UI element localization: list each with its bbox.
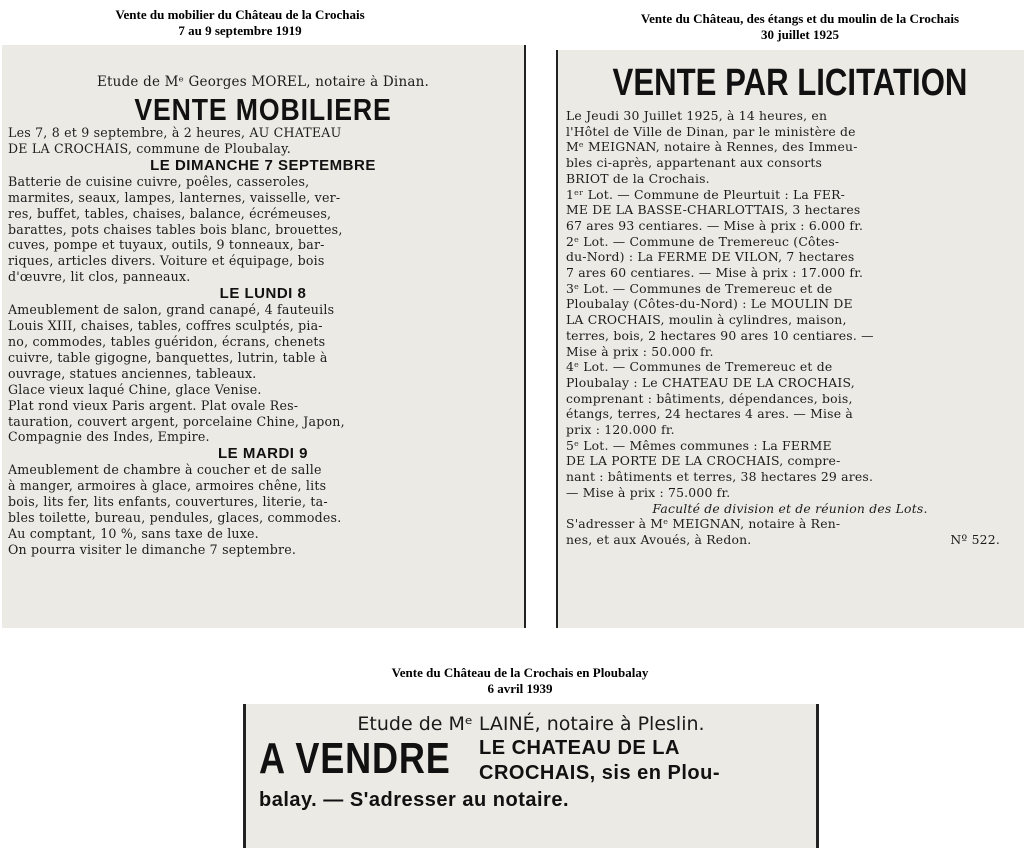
clipping-headline: VENTE MOBILIERE: [134, 92, 392, 127]
caption-1919: [30, 7, 450, 39]
caption-date: 6 avril 1939: [487, 681, 553, 696]
text-line: BRIOT de la Crochais.: [566, 170, 710, 186]
text-line: ouvrage, statues anciennes, tableaux.: [8, 365, 257, 381]
text-line: DE LA CROCHAIS, commune de Ploubalay.: [8, 140, 291, 156]
text-line: LE CHATEAU DE LA: [479, 737, 680, 759]
text-line: bles toilette, bureau, pendules, glaces, commodes.: [8, 510, 342, 526]
text-line: l'Hôtel de Ville de Dinan, par le ministère de: [566, 123, 856, 139]
text-line: cuves, pompe et tuyaux, outils, 9 tonneaux, bar-: [8, 237, 325, 253]
newspaper-clipping-1919: [2, 45, 526, 628]
text-line: nant : bâtiments et terres, 38 hectares 29 ares.: [566, 469, 874, 485]
text-line: Ameublement de chambre à coucher et de salle: [8, 462, 322, 478]
text-line: Plat rond vieux Paris argent. Plat ovale Res-: [8, 397, 299, 413]
text-line: 67 ares 93 centiares. — Mise à prix : 6.000 fr.: [566, 217, 864, 233]
text-line: terres, bois, 2 hectares 90 ares 10 centiares. —: [566, 327, 874, 343]
text-line: Batterie de cuisine cuivre, poêles, casseroles,: [8, 173, 310, 189]
clipping-text: [8, 75, 518, 558]
caption-title: Vente du Château de la Crochais en Ploubalay: [391, 665, 649, 680]
text-line: 1ᵉʳ Lot. — Commune de Pleurtuit : La FER-: [566, 186, 846, 202]
caption-1925: [570, 11, 1024, 43]
text-line: à manger, armoires à glace, armoires chêne, lits: [8, 478, 327, 494]
text-line: CROCHAIS, sis en Plou-: [479, 762, 721, 784]
section-heading: LE DIMANCHE 7 SEPTEMBRE: [150, 156, 376, 174]
clipping-text: [566, 58, 1014, 548]
text-line: Faculté de division et de réunion des Lots.: [652, 500, 928, 516]
text-line: barattes, pots chaises tables bois blanc, brouettes,: [8, 221, 343, 237]
text-line: d'œuvre, lit clos, panneaux.: [8, 269, 191, 285]
text-line: bois, lits fer, lits enfants, couvertures, literie, ta-: [8, 494, 328, 510]
caption-title: Vente du Château, des étangs et du moulin de la Crochais: [640, 11, 960, 26]
text-line: [566, 532, 1014, 548]
text-line: Compagnie des Indes, Empire.: [8, 429, 210, 445]
text-line: balay. — S'adresser au notaire.: [259, 789, 570, 811]
headline-side-text: [479, 736, 720, 786]
caption-title: Vente du mobilier du Château de la Crochais: [115, 7, 365, 22]
text-line: étangs, terres, 24 hectares 4 ares. — Mise à: [566, 406, 853, 422]
notary-line: Etude de Mᵉ Georges MOREL, notaire à Dinan.: [97, 75, 429, 90]
column-rule: [556, 50, 558, 628]
column-rule: [243, 704, 246, 848]
text-line: 2ᵉ Lot. — Commune de Tremereuc (Côtes-: [566, 233, 840, 249]
clipping-headline: A VENDRE: [259, 734, 451, 783]
section-heading: LE LUNDI 8: [219, 285, 307, 303]
text-line: Louis XIII, chaises, tables, coffres sculptés, pia-: [8, 318, 323, 334]
text-line-main: nes, et aux Avoués, à Redon.: [566, 531, 752, 547]
text-line: tauration, couvert argent, porcelaine Chine, Japon,: [8, 413, 345, 429]
column-rule: [524, 45, 526, 628]
newspaper-clipping-1939: [243, 704, 819, 848]
text-line: no, commodes, tables guéridon, écrans, chenets: [8, 333, 326, 349]
text-line: comprenant : bâtiments, dépendances, bois,: [566, 390, 853, 406]
issue-number: Nº 522.: [950, 531, 1000, 547]
caption-1939: [310, 665, 730, 697]
text-line: — Mise à prix : 75.000 fr.: [566, 484, 731, 500]
text-line: Les 7, 8 et 9 septembre, à 2 heures, AU CHATEAU: [8, 125, 342, 140]
text-line: ME DE LA BASSE-CHARLOTTAIS, 3 hectares: [566, 202, 861, 218]
column-rule: [816, 704, 819, 848]
text-line: S'adresser à Mᵉ MEIGNAN, notaire à Ren-: [566, 516, 841, 532]
clipping-headline: VENTE PAR LICITATION: [612, 62, 968, 104]
newspaper-clipping-1925: [556, 50, 1024, 628]
text-line: On pourra visiter le dimanche 7 septembre.: [8, 541, 297, 557]
text-line: 7 ares 60 centiares. — Mise à prix : 17.000 fr.: [566, 265, 864, 281]
caption-date: 30 juillet 1925: [761, 27, 839, 42]
text-line: bles ci-après, appartenant aux consorts: [566, 155, 823, 171]
text-line: Ploubalay (Côtes-du-Nord) : Le MOULIN DE: [566, 296, 853, 312]
section-heading: LE MARDI 9: [217, 445, 308, 463]
text-line: 5ᵉ Lot. — Mêmes communes : La FERME: [566, 437, 832, 453]
text-line: LA CROCHAIS, moulin à cylindres, maison,: [566, 312, 847, 328]
text-line: Ploubalay : Le CHATEAU DE LA CROCHAIS,: [566, 374, 855, 390]
text-line: Mise à prix : 50.000 fr.: [566, 343, 714, 359]
text-line: cuivre, table gigogne, banquettes, lutrin, table à: [8, 349, 328, 365]
caption-date: 7 au 9 septembre 1919: [178, 23, 302, 38]
text-line: DE LA PORTE DE LA CROCHAIS, compre-: [566, 453, 841, 469]
text-line: Au comptant, 10 %, sans taxe de luxe.: [8, 525, 259, 541]
text-line: Le Jeudi 30 Juillet 1925, à 14 heures, en: [566, 108, 828, 123]
text-line: marmites, seaux, lampes, lanternes, vaisselle, ver-: [8, 189, 341, 205]
text-line: res, buffet, tables, chaises, balance, écrémeuses,: [8, 205, 332, 221]
notary-line: Etude de Mᵉ LAINÉ, notaire à Pleslin.: [357, 713, 705, 735]
text-line: Mᵉ MEIGNAN, notaire à Rennes, des Immeu-: [566, 139, 858, 155]
text-line: Glace vieux laqué Chine, glace Venise.: [8, 381, 262, 397]
text-line: 3ᵉ Lot. — Communes de Tremereuc et de: [566, 280, 833, 296]
text-line: prix : 120.000 fr.: [566, 422, 675, 438]
text-line: riques, articles divers. Voiture et équipage, bois: [8, 253, 325, 269]
text-line: Ameublement de salon, grand canapé, 4 fauteuils: [8, 302, 335, 318]
text-line: 4ᵉ Lot. — Communes de Tremereuc et de: [566, 359, 833, 375]
text-line: du-Nord) : La FERME DE VILON, 7 hectares: [566, 249, 855, 265]
